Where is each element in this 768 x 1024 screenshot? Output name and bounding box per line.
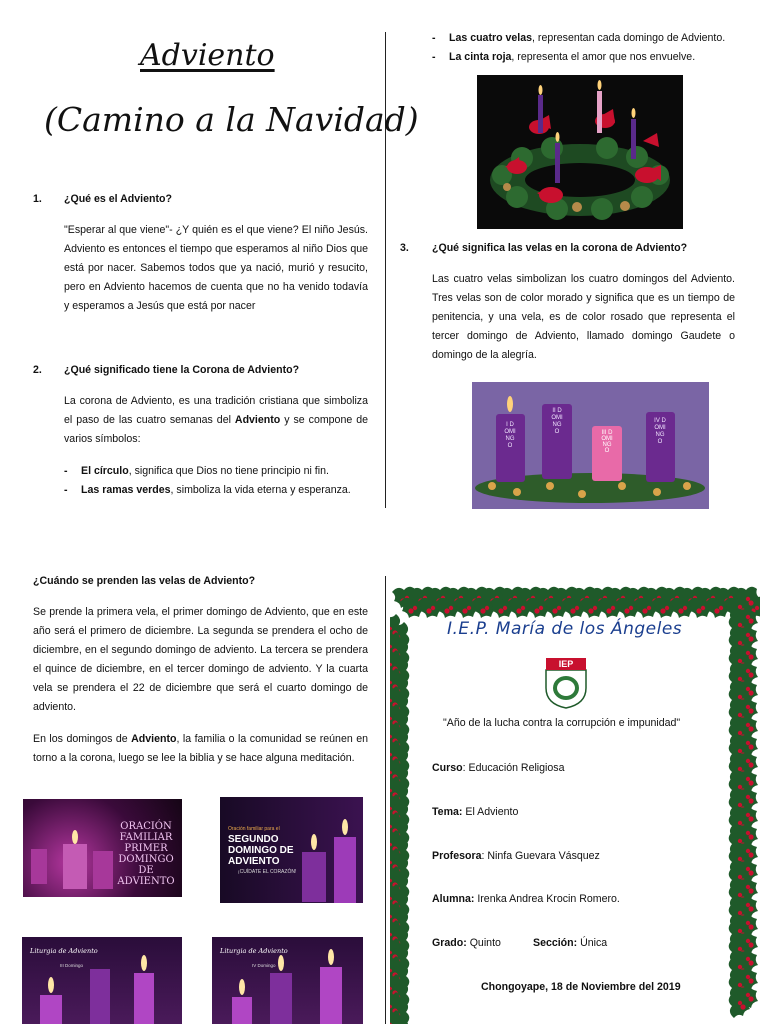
thumb-second-sunday-big: SEGUNDO DOMINGO DE ADVIENTO <box>228 834 294 867</box>
field-teacher: Profesora: Ninfa Guevara Vásquez <box>432 850 600 862</box>
page-title: Adviento <box>140 38 275 73</box>
section-2-body-pre: La corona de Adviento, es una tradición cristiana que simboliza el paso de las cuatro semanas del <box>64 395 368 426</box>
section-2-body-post: y se compone de varios símbolos: <box>64 414 368 445</box>
section-3-number: 3. <box>400 242 409 254</box>
section-4-body-2-post: , la familia o la comunidad se reúnen en torno a la corona, luego se lee la biblia y se hace alguna meditación. <box>33 733 368 764</box>
field-topic: Tema: El Adviento <box>432 806 519 818</box>
section-2-body <box>64 392 368 449</box>
list-item-four-candles: - Las cuatro velas, representan cada domingo de Adviento. <box>432 29 752 48</box>
candle-label-2: II DOMINGO <box>551 408 563 435</box>
field-section: Sección: Única <box>533 937 608 949</box>
column-divider-bottom <box>385 576 386 1024</box>
section-2-question: ¿Qué significado tiene la Corona de Adviento? <box>64 364 300 376</box>
section-2-body-bold: Adviento <box>234 414 281 426</box>
candle-label-1: I DOMINGO <box>504 422 516 449</box>
section-4-body-2 <box>33 730 368 768</box>
thumb-second-sunday-small: Oración familiar para el <box>228 826 280 832</box>
section-1-body: "Esperar al que viene"- ¿Y quién es el que viene? El niño Jesús. Adviento es entonces el tiempo que esperamos al niño Dios que está por nacer. Sabemos todos que ya nació, murió y resucito, pero en Adviento hacemos de cuenta que no ha venido todavía y esperamos a Jesús que está por nacer <box>64 224 368 312</box>
thumb-fourth-sunday-title: Liturgia de Adviento <box>220 947 288 955</box>
thumb-third-sunday <box>22 937 182 1024</box>
section-3-body: Las cuatro velas simbolizan los cuatro domingos del Adviento. Tres velas son de color morado y significa que es un tiempo de penitencia, y una vela, es de color rosado que representa el tercer domingo de Adviento, llamado domingo Gaudete o domingo de la alegría. <box>432 273 735 361</box>
school-logo <box>542 656 590 710</box>
thumb-second-sunday-foot: ¡CUÍDATE EL CORAZÓN! <box>238 869 297 875</box>
field-grade: Grado: Quinto <box>432 937 501 949</box>
school-name: I.E.P. María de los Ángeles <box>447 619 683 639</box>
thumb-second-sunday <box>220 797 363 903</box>
thumb-third-sunday-title: Liturgia de Adviento <box>30 947 98 955</box>
school-logo-text: IEP <box>558 659 574 669</box>
list-item-red-ribbon: - La cinta roja, representa el amor que nos envuelve. <box>432 48 752 67</box>
list-item-green-branches: - Las ramas verdes, simboliza la vida eterna y esperanza. <box>64 481 374 500</box>
advent-wreath-photo <box>477 75 683 229</box>
list-item-circle: - El círculo, significa que Dios no tiene principio ni fin. <box>64 462 374 481</box>
thumb-fourth-sunday <box>212 937 363 1024</box>
symbols-list-right <box>432 29 752 67</box>
candle-label-3: III DOMINGO <box>601 430 613 454</box>
section-2-number: 2. <box>33 364 42 376</box>
candle-label-4: IV DOMINGO <box>654 418 666 445</box>
thumb-fourth-sunday-sub: IV Domingo <box>252 963 276 968</box>
cover-date: Chongoyape, 18 de Noviembre del 2019 <box>481 981 681 993</box>
cover-holly-border <box>390 584 760 1024</box>
thumb-first-sunday-text: ORACIÓN FAMILIAR PRIMER DOMINGO DE ADVIENTO <box>117 821 175 887</box>
symbols-list-left <box>64 462 374 500</box>
section-1-number: 1. <box>33 193 42 205</box>
section-4-body-2-bold: Adviento <box>131 733 177 745</box>
field-student: Alumna: Irenka Andrea Krocin Romero. <box>432 893 620 905</box>
field-course: Curso: Educación Religiosa <box>432 762 565 774</box>
thumb-third-sunday-sub: III Domingo <box>60 963 84 968</box>
page-subtitle: (Camino a la Navidad) <box>44 100 419 139</box>
year-motto: "Año de la lucha contra la corrupción e impunidad" <box>443 717 681 729</box>
section-4-body: Se prende la primera vela, el primer domingo de Adviento, que en este año será el primero de diciembre. La segunda se prendera el ocho de diciembre, en el segundo domingo de adviento. La tercera se prendera el quince de diciembre, en el tercer domingo de adviento. Y la cuarta vela se prendera el 22 de diciembre que será el cuarto domingo de adviento. <box>33 606 368 713</box>
four-candles-photo <box>472 382 709 509</box>
section-4-question: ¿Cuándo se prenden las velas de Adviento? <box>33 575 256 587</box>
thumb-first-sunday <box>23 799 182 897</box>
section-3-question: ¿Qué significa las velas en la corona de Adviento? <box>432 242 688 254</box>
section-1-question: ¿Qué es el Adviento? <box>64 193 172 205</box>
section-4-body-2-pre: En los domingos de <box>33 733 132 745</box>
